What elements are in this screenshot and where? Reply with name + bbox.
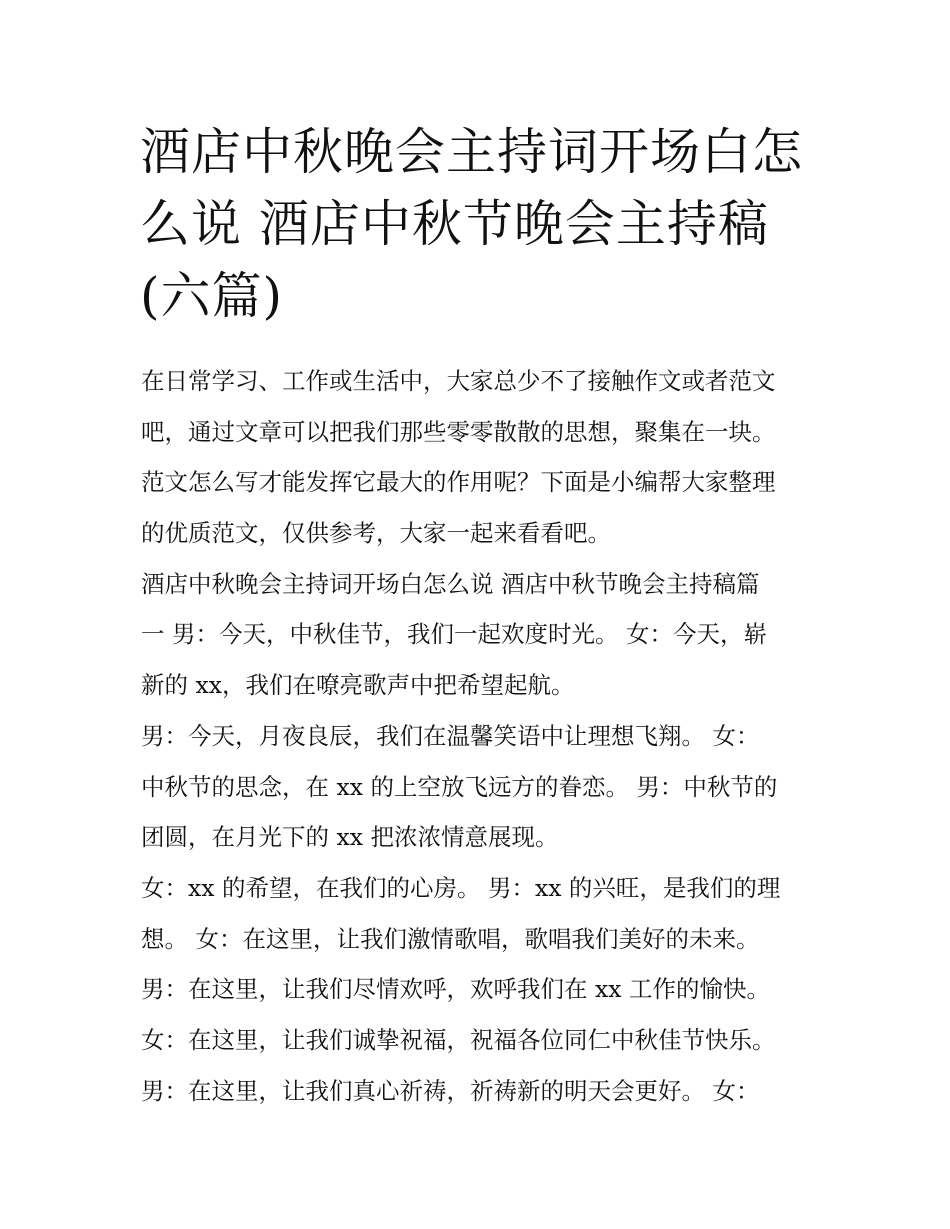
body-line: 中秋节的思念，在 xx 的上空放飞远方的眷恋。 男：中秋节的 xyxy=(141,772,778,801)
body-line: 范文怎么写才能发挥它最大的作用呢？下面是小编帮大家整理 xyxy=(141,468,776,497)
document-body xyxy=(141,356,821,1116)
body-line: 男：在这里，让我们真心祈祷，祈祷新的明天会更好。 女： xyxy=(141,1076,760,1105)
body-line: 新的 xx，我们在嘹亮歌声中把希望起航。 xyxy=(141,671,575,700)
title-line-1: 酒店中秋晚会主持词开场白怎 xyxy=(140,123,803,181)
body-line: 酒店中秋晚会主持词开场白怎么说 酒店中秋节晚会主持稿篇 xyxy=(141,569,760,598)
body-line: 男：在这里，让我们尽情欢呼，欢呼我们在 xx 工作的愉快。 xyxy=(141,975,770,1004)
body-line: 的优质范文，仅供参考，大家一起来看看吧。 xyxy=(141,519,611,548)
title-line-2: 么说 酒店中秋节晚会主持稿 xyxy=(140,195,769,253)
body-line: 团圆，在月光下的 xx 把浓浓情意展现。 xyxy=(141,823,559,852)
document-title xyxy=(140,116,820,332)
body-line: 男：今天，月夜良辰，我们在温馨笑语中让理想飞翔。 女： xyxy=(141,721,760,750)
body-line: 吧，通过文章可以把我们那些零零散散的思想，聚集在一块。 xyxy=(141,417,776,446)
body-line: 女：xx 的希望，在我们的心房。 男：xx 的兴旺，是我们的理 xyxy=(141,873,781,902)
body-line: 一 男：今天，中秋佳节，我们一起欢度时光。 女：今天，崭 xyxy=(141,620,767,649)
title-line-3: (六篇) xyxy=(140,267,284,325)
body-line: 女：在这里，让我们诚挚祝福，祝福各位同仁中秋佳节快乐。 xyxy=(141,1025,776,1054)
body-line: 在日常学习、工作或生活中，大家总少不了接触作文或者范文 xyxy=(141,367,776,395)
body-line: 想。 女：在这里，让我们激情歌唱，歌唱我们美好的未来。 xyxy=(141,924,760,953)
